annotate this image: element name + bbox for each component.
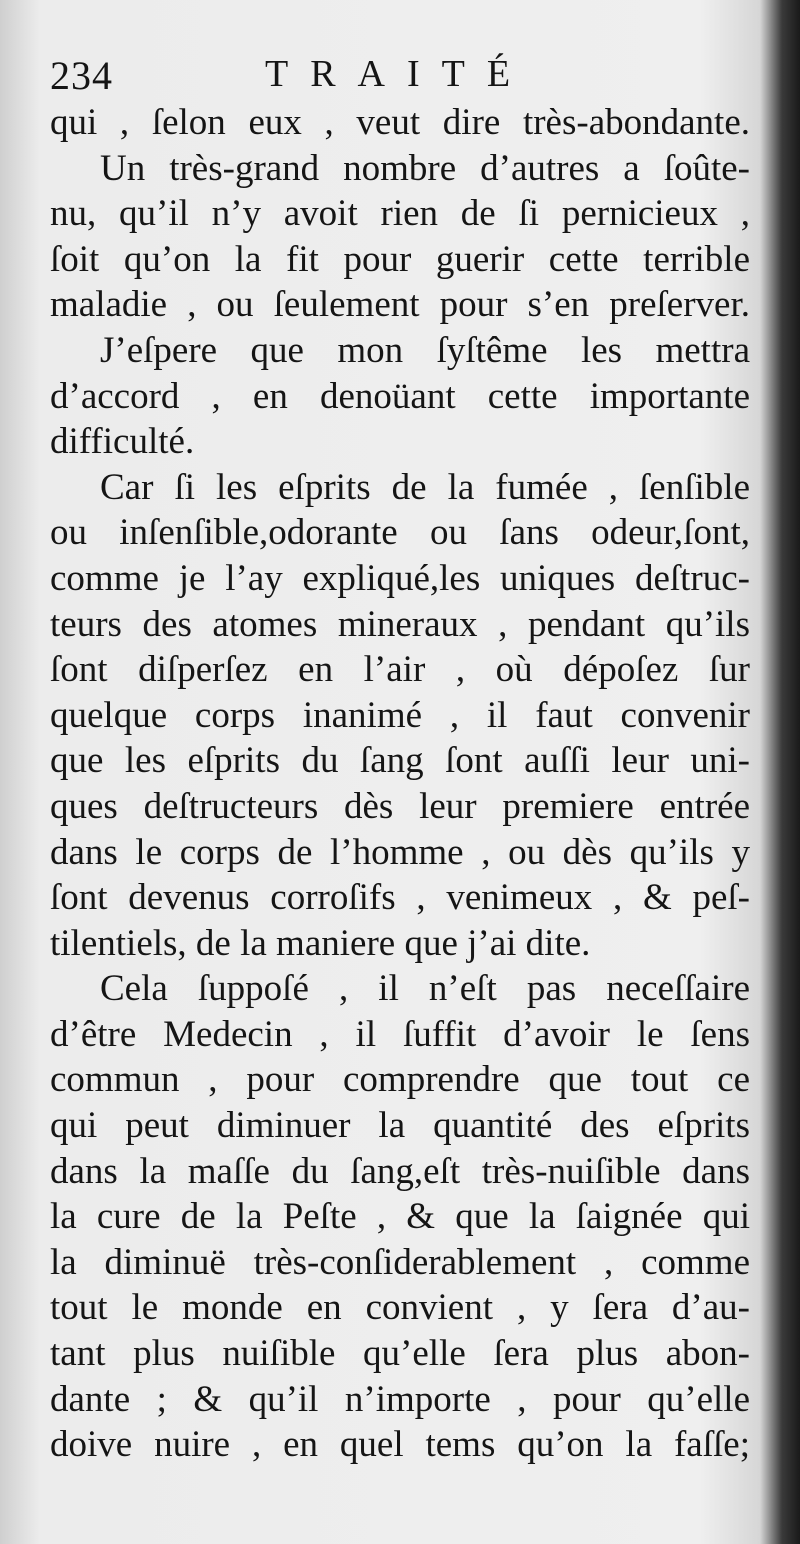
text-line: ques deſtructeurs dès leur premiere entrée — [50, 785, 750, 827]
text-line: difficulté. — [50, 421, 195, 463]
text-line: la cure de la Peſte , & que la ſaignée qui — [50, 1196, 750, 1238]
text-line: dans le corps de l’homme , ou dès qu’ils y — [50, 831, 750, 873]
text-line: ſoit qu’on la fit pour guerir cette terrible — [50, 238, 750, 280]
text-line: commun , pour comprendre que tout ce — [50, 1059, 750, 1101]
text-line: comme je l’ay expliqué,les uniques deſtruc- — [50, 557, 750, 599]
text-line: ou inſenſible,odorante ou ſans odeur,ſont, — [50, 512, 750, 554]
text-line: Cela ſuppoſé , il n’eſt pas neceſſaire — [100, 968, 750, 1010]
text-line: qui peut diminuer la quantité des eſprits — [50, 1105, 750, 1147]
text-line: que les eſprits du ſang ſont auſſi leur uni- — [50, 740, 750, 782]
text-line: teurs des atomes mineraux , pendant qu’ils — [50, 603, 750, 645]
page-header — [50, 52, 750, 98]
text-line: qui , ſelon eux , veut dire très-abondante. — [50, 102, 750, 143]
text-line: d’être Medecin , il ſuffit d’avoir le ſens — [50, 1013, 750, 1055]
text-line: doive nuire , en quel tems qu’on la faſſe; — [50, 1424, 750, 1466]
text-line: tant plus nuiſible qu’elle ſera plus abon- — [50, 1333, 750, 1375]
text-line: dante ; & qu’il n’importe , pour qu’elle — [50, 1378, 750, 1420]
text-line: maladie , ou ſeulement pour s’en preſerver. — [50, 284, 750, 326]
text-line: quelque corps inanimé , il faut convenir — [50, 694, 750, 736]
text-line: ſont devenus corroſifs , venimeux , & peſ- — [50, 877, 750, 919]
body-text — [50, 100, 750, 1468]
text-line: Un très-grand nombre d’autres a ſoûte- — [100, 147, 750, 189]
text-line: Car ſi les eſprits de la fumée , ſenſible — [100, 466, 750, 508]
running-head: TRAITÉ — [265, 53, 533, 95]
text-line: tout le monde en convient , y ſera d’au- — [50, 1287, 750, 1329]
page-number: 234 — [50, 53, 113, 98]
text-line: ſont diſperſez en l’air , où dépoſez ſur — [50, 649, 750, 691]
text-line: J’eſpere que mon ſyſtême les mettra — [100, 329, 750, 371]
text-line: dans la maſſe du ſang,eſt très-nuiſible dans — [50, 1150, 750, 1192]
text-line: la diminuë très-conſiderablement , comme — [50, 1241, 750, 1283]
text-line: tilentiels, de la maniere que j’ai dite. — [50, 922, 591, 964]
text-line: d’accord , en denoüant cette importante — [50, 375, 750, 417]
text-line: nu, qu’il n’y avoit rien de ſi pernicieux , — [50, 193, 750, 235]
